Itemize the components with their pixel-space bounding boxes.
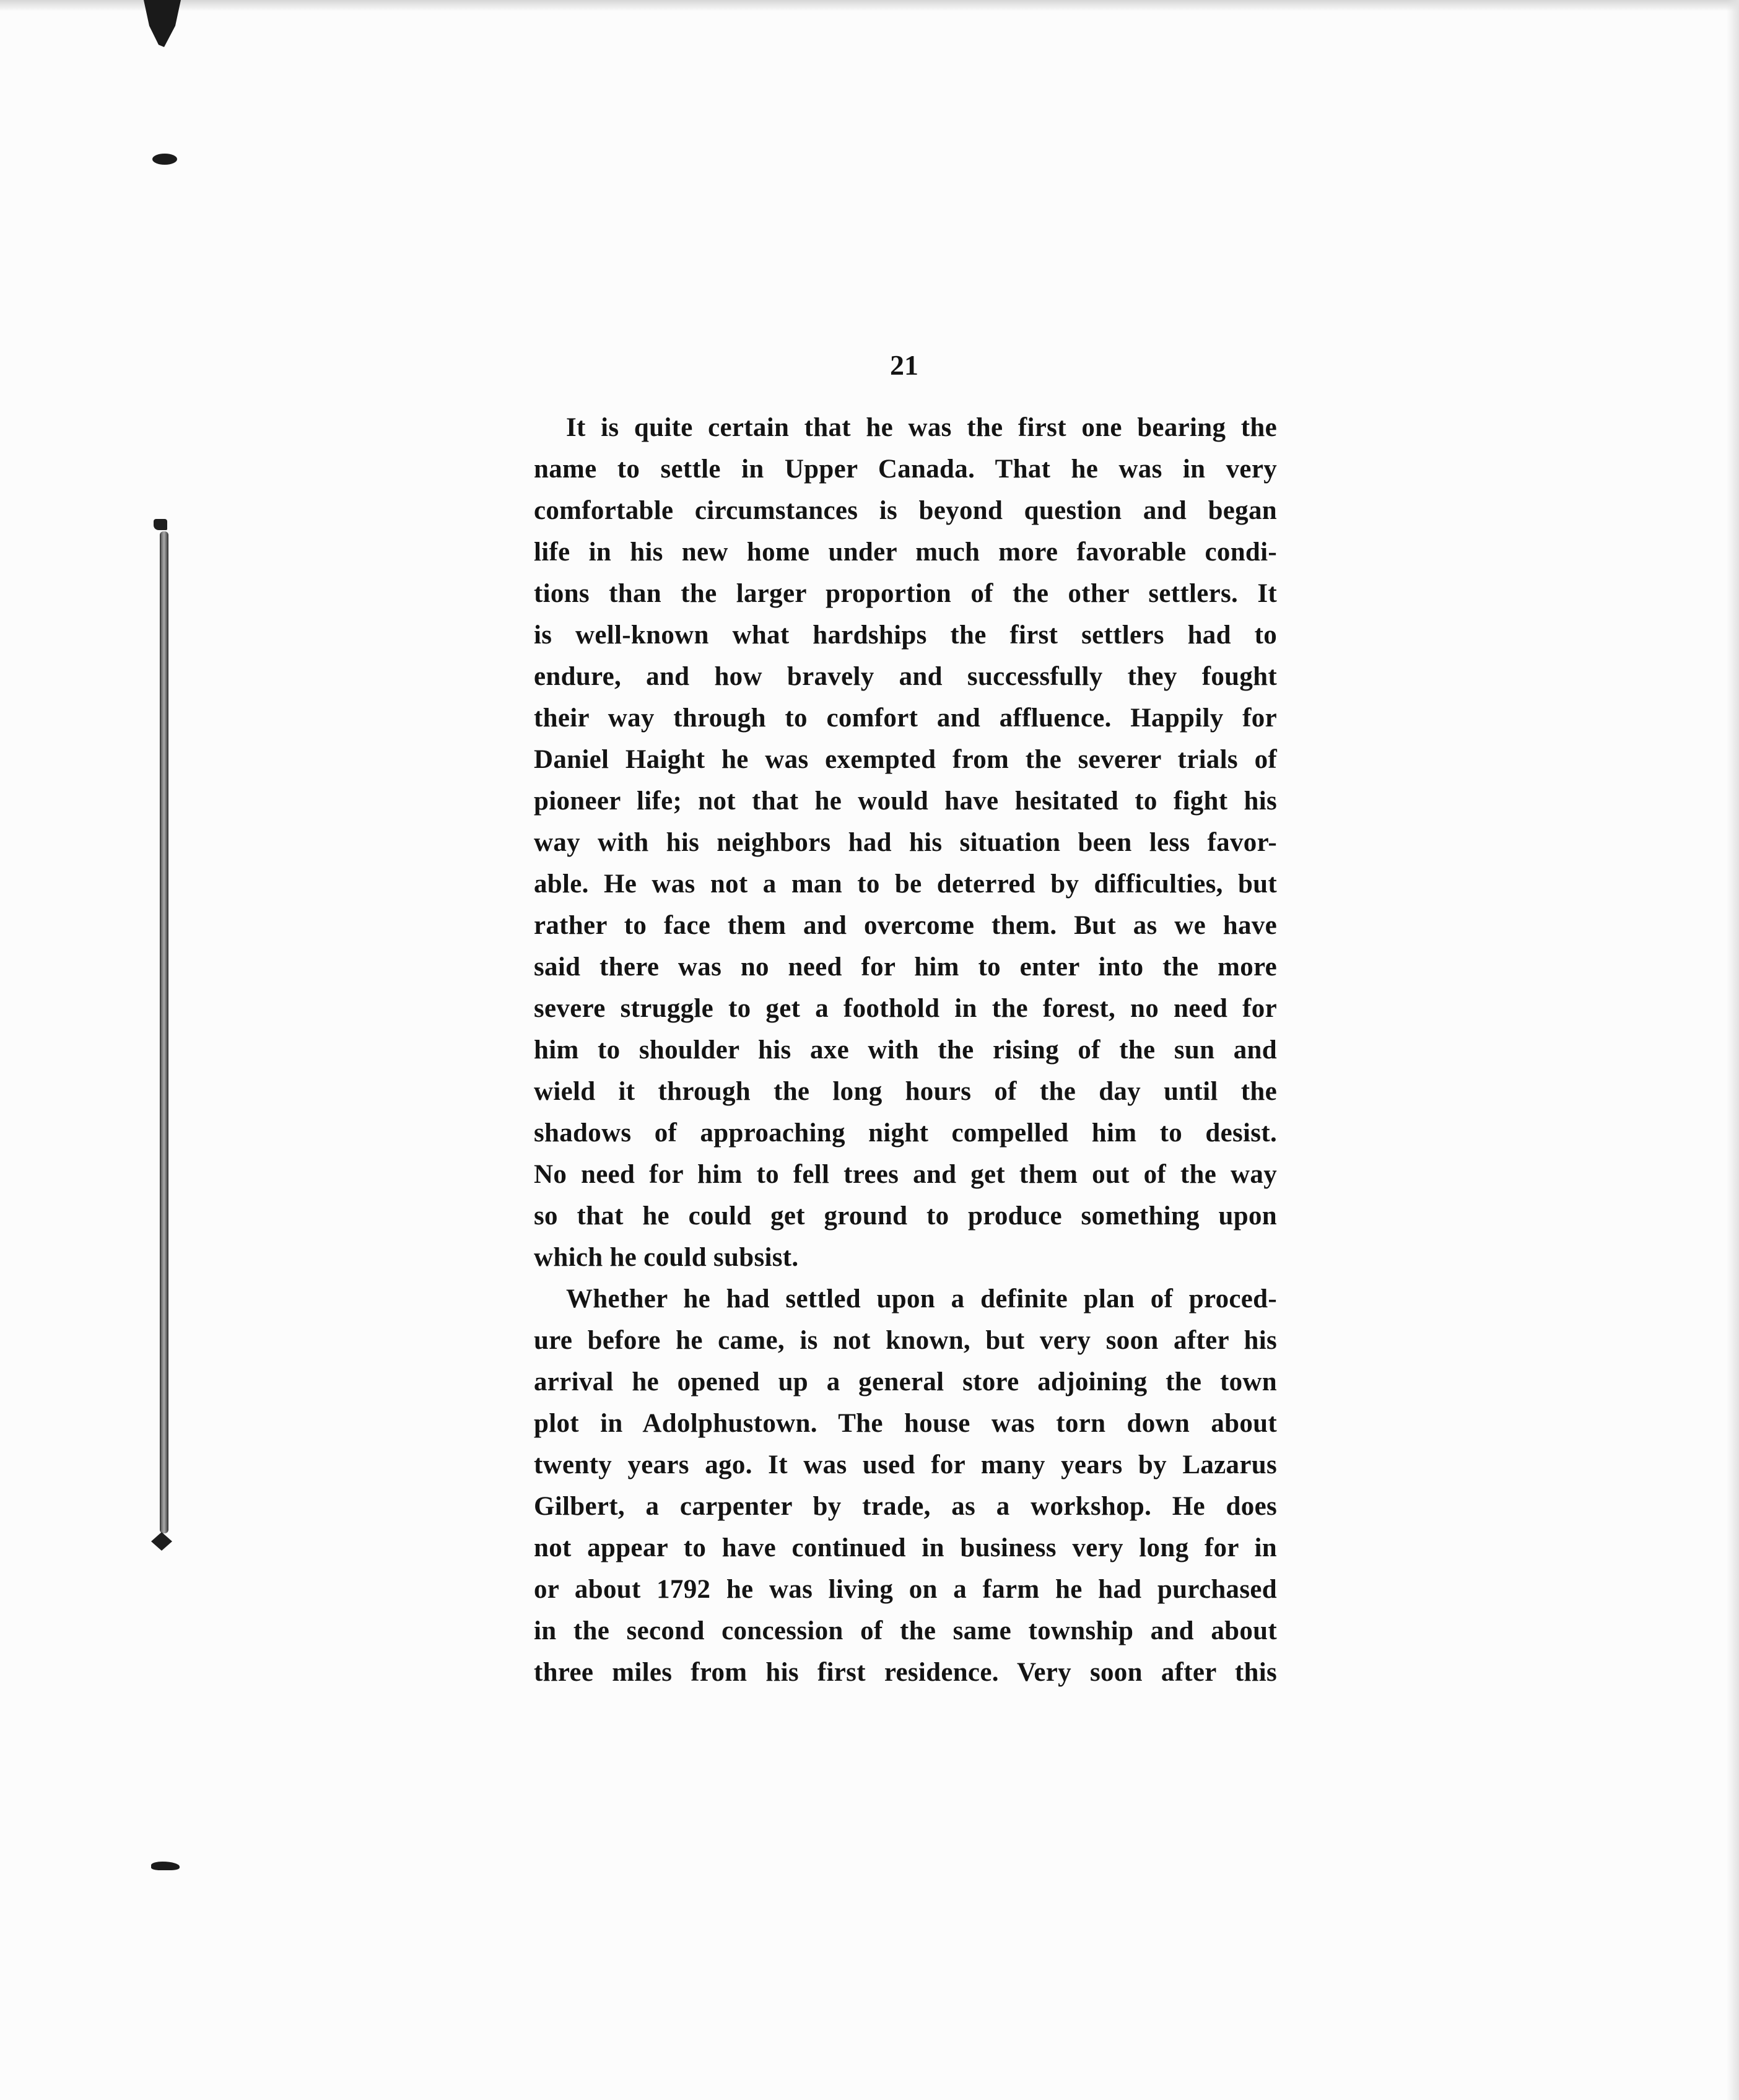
text-line: said there was no need for him to enter into the more [534, 952, 1277, 982]
text-line: in the second concession of the same township and about [534, 1616, 1277, 1645]
text-line: way with his neighbors had his situation been less favor- [534, 828, 1277, 857]
text-line: comfortable circumstances is beyond question and began [534, 496, 1277, 525]
page-number: 21 [890, 349, 918, 381]
text-line: name to settle in Upper Canada. That he was in very [534, 455, 1277, 484]
text-line: No need for him to fell trees and get them out of the way [534, 1160, 1277, 1189]
text-line: him to shoulder his axe with the rising of the sun and [534, 1035, 1277, 1065]
paragraph-2 [534, 1278, 1277, 1693]
binding-hole-mark-bottom [151, 1862, 180, 1870]
text-line: Whether he had settled upon a definite plan of proced- [566, 1284, 1277, 1314]
text-line: three miles from his first residence. Very soon after this [534, 1658, 1277, 1687]
text-line: endure, and how bravely and successfully they fought [534, 662, 1277, 691]
paragraph-1 [534, 407, 1277, 1278]
text-line: tions than the larger proportion of the other settlers. It [534, 579, 1277, 608]
text-line: able. He was not a man to be deterred by difficulties, but [534, 869, 1277, 899]
text-line: which he could subsist. [534, 1243, 799, 1272]
text-line: plot in Adolphustown. The house was torn down about [534, 1409, 1277, 1438]
text-line: so that he could get ground to produce something upon [534, 1201, 1277, 1231]
binding-clip-top [144, 0, 181, 47]
text-line: wield it through the long hours of the day until the [534, 1077, 1277, 1106]
text-line: shadows of approaching night compelled him to desist. [534, 1118, 1277, 1148]
scan-right-shadow [1727, 0, 1739, 2100]
scan-top-shadow [0, 0, 1739, 11]
text-line: Gilbert, a carpenter by trade, as a workshop. He does [534, 1492, 1277, 1521]
text-line: or about 1792 he was living on a farm he had purchased [534, 1575, 1277, 1604]
text-line: pioneer life; not that he would have hesitated to fight his [534, 786, 1277, 816]
binding-rod-top-cap [154, 519, 167, 530]
text-line: not appear to have continued in business very long for in [534, 1533, 1277, 1562]
text-line: arrival he opened up a general store adjoining the town [534, 1367, 1277, 1396]
text-line: It is quite certain that he was the first one bearing the [566, 413, 1277, 442]
text-line: twenty years ago. It was used for many years by Lazarus [534, 1450, 1277, 1479]
text-line: Daniel Haight he was exempted from the severer trials of [534, 745, 1277, 774]
text-line: severe struggle to get a foothold in the forest, no need for [534, 994, 1277, 1023]
body-text [534, 407, 1277, 1693]
binding-hole-mark [152, 154, 177, 165]
text-line: ure before he came, is not known, but very soon after his [534, 1326, 1277, 1355]
text-line: life in his new home under much more favorable condi- [534, 538, 1277, 567]
text-line: their way through to comfort and affluence. Happily for [534, 704, 1277, 733]
text-line: rather to face them and overcome them. But as we have [534, 911, 1277, 940]
binding-rod [160, 531, 168, 1533]
text-line: is well-known what hardships the first settlers had to [534, 621, 1277, 650]
binding-rod-bottom-cap [151, 1532, 172, 1551]
